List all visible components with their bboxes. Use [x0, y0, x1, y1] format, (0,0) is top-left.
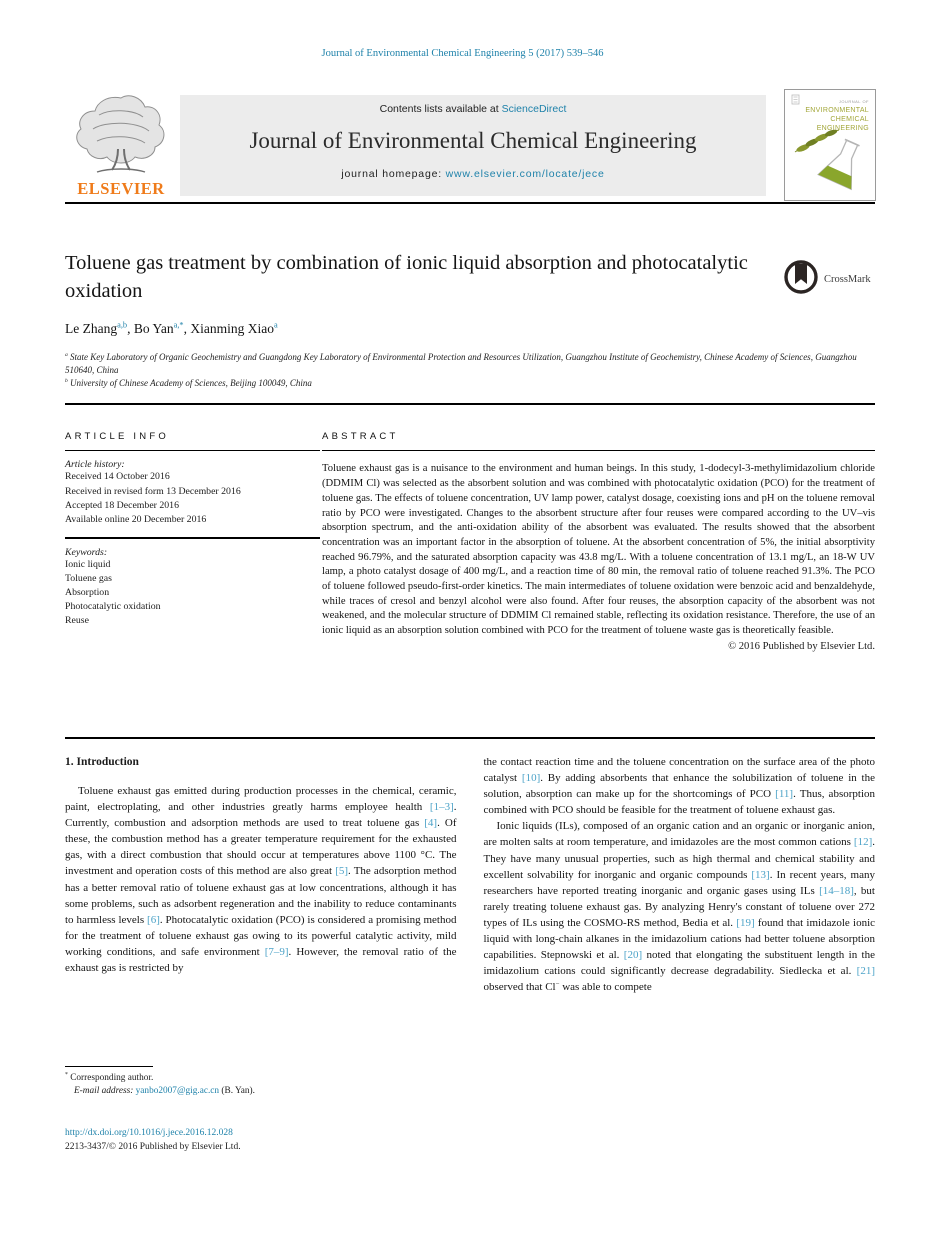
text-link[interactable]: a,*: [173, 320, 184, 330]
history-revised: Received in revised form 13 December 2016: [65, 485, 241, 497]
affiliations: [65, 351, 877, 390]
keyword-item: Reuse: [65, 615, 89, 627]
text-segment: , Bo Yan: [127, 321, 174, 336]
text-segment: noted that elongating the substituent length in the imidazolium cations could significantly decrease degradability. Siedlecka et al.: [483, 949, 875, 978]
keywords-rule: [65, 537, 320, 538]
text-segment: . By adding absorbents that enhance the solubilization of toluene in the solution, absorption can make up for the shortcomings of PCO: [483, 772, 875, 801]
text-segment: was able to compete: [559, 981, 652, 994]
text-segment: b: [65, 378, 68, 384]
text-segment: , but rarely treating toluene exhaust gas. By analyzing Henry's constant of toluene over 272 types of ILs using the COSMO-RS method, Bedia et al.: [483, 884, 875, 929]
intro-paragraph-1: [65, 783, 457, 976]
citation-link[interactable]: [4]: [424, 817, 438, 830]
citation-link[interactable]: [14–18]: [819, 884, 854, 897]
contents-line: [180, 103, 766, 115]
affiliation-a: [65, 351, 877, 377]
abstract-rule: [322, 450, 875, 451]
citation-link[interactable]: [11]: [775, 788, 794, 801]
text-segment: State Key Laboratory of Organic Geochemistry and Guangdong Key Laboratory of Environmental Protection and Resources Utilization, Guangzhou Institute of Geochemistry, Chinese Academy of Sciences, Guangzhou 510640, China: [65, 352, 857, 375]
svg-text:ENVIRONMENTAL: ENVIRONMENTAL: [805, 107, 869, 114]
body-top-rule: [65, 737, 875, 739]
svg-text:JOURNAL OF: JOURNAL OF: [838, 99, 869, 104]
svg-text:CHEMICAL: CHEMICAL: [830, 116, 869, 123]
article-info-column: [65, 431, 320, 629]
text-segment: (B. Yan).: [219, 1086, 255, 1096]
contents-line-text: Contents lists available at: [379, 103, 502, 115]
text-link[interactable]: yanbo2007@gig.ac.cn: [135, 1086, 220, 1096]
citation-link[interactable]: [7–9]: [264, 945, 289, 958]
abstract-heading: ABSTRACT: [322, 431, 399, 442]
abstract-copyright: © 2016 Published by Elsevier Ltd.: [728, 640, 875, 652]
text-segment: a: [65, 352, 68, 358]
citation-link[interactable]: [12]: [853, 836, 873, 849]
elsevier-tree-icon: [69, 163, 173, 180]
article-history-label: Article history:: [65, 459, 125, 471]
crossmark-icon: [783, 259, 819, 300]
citation-link[interactable]: [21]: [856, 965, 875, 978]
keywords-label: Keywords:: [65, 546, 108, 558]
email-line: [65, 1085, 457, 1098]
info-section-top-rule: [65, 403, 875, 405]
text-segment: found that imidazole ionic liquid with long-chain alkanes in the imidazolium cations had better toluene absorption capabilities. Stepnowski et al.: [483, 916, 876, 962]
history-received: Received 14 October 2016: [65, 471, 170, 483]
text-segment: the contact reaction time and the toluene concentration on the surface area of the photo catalyst: [483, 756, 875, 785]
citation-link[interactable]: [1–3]: [429, 801, 454, 814]
doi-block: [65, 1126, 241, 1154]
keyword-item: Ionic liquid: [65, 558, 111, 570]
citation-link[interactable]: [6]: [147, 913, 160, 926]
keyword-item: Toluene gas: [65, 572, 112, 584]
footnote-block: [65, 1066, 457, 1098]
sciencedirect-link[interactable]: ScienceDirect: [501, 103, 567, 115]
citation-link[interactable]: [5]: [335, 865, 349, 878]
journal-title: Journal of Environmental Chemical Engineering: [249, 128, 697, 153]
intro-paragraph-1-continued: [484, 754, 876, 818]
doi-link[interactable]: http://dx.doi.org/10.1016/j.jece.2016.12.028: [65, 1128, 233, 1138]
text-segment: . They have many unusual properties, such as high thermal and chemical stability and excellent solvability for inorganic and organic compounds: [483, 836, 875, 881]
footnote-rule: [65, 1066, 153, 1067]
svg-text:ENGINEERING: ENGINEERING: [816, 125, 869, 132]
citation-link[interactable]: [19]: [736, 916, 755, 929]
paper-title: Toluene gas treatment by combination of ionic liquid absorption and photocatalytic oxidation: [65, 252, 748, 302]
affiliation-b: [65, 377, 877, 390]
article-info-rule: [65, 450, 320, 451]
body-column-right: [484, 754, 876, 995]
citation-link[interactable]: [20]: [623, 949, 643, 962]
masthead-band: [180, 95, 766, 196]
text-segment: University of Chinese Academy of Sciences, Beijing 100049, China: [67, 378, 312, 388]
text-segment: . Of these, the combustion method has a greater temperature requirement for the exhausted gas, with a direct combustion that should occur at temperatures above 1100 °C. The investment and operation costs of this method are also great: [65, 817, 457, 878]
text-link[interactable]: a: [273, 320, 278, 330]
header-divider: [65, 202, 875, 204]
keyword-item: Absorption: [65, 587, 110, 598]
history-available: Available online 20 December 2016: [65, 514, 207, 525]
text-link[interactable]: a,b: [117, 320, 128, 330]
text-segment: −: [555, 980, 560, 988]
keyword-item: Photocatalytic oxidation: [65, 601, 161, 613]
elsevier-wordmark: ELSEVIER: [77, 179, 165, 198]
abstract-text: Toluene exhaust gas is a nuisance to the environment and human beings. In this study, 1-dodecyl-3-methylimidazolium chloride (DDMIM Cl) was selected as the absorbent solution and was combined with photocatalytic oxidation (PCO) for the treatment of toluene gas. The effects of toluene concentration, UV lamp power, catalyst dosage, coexisting ions and pH on the toluene removal ratio by PCO were investigated. Changes to the absorbent structure after four reuses were compared according to the UV–vis absorption spectrum, and the anti-oxidation ability of the absorbent was evaluated. The results showed that the absorbent concentration was an important factor in the absorption of toluene. At the absorbent concentration of 5%, the initial absorptivity reached 96.79%, and the saturated absorption capacity was 43.8 mg/L. With a toluene concentration of 13.1 mg/L, an 18-W UV lamp, a photo catalyst dosage of 400 mg/L, and a reaction time of 80 min, the removal ratio of toluene reached 91.3%. The PCO of toluene followed pseudo-first-order kinetics. The main intermediates of toluene oxidation were benzoic acid and benzaldehyde, while traces of cresol and benzyl alcohol were also found. After four reuses, the absorption capacity of the absorbent was not weakened, and the molecular structure of DDMIM Cl remained stable, reflecting its oxidation resistance. Therefore, the use of an ionic liquid as an absorption solution combined with PCO for the treatment of toluene waste gas is theoretically feasible.: [322, 463, 875, 637]
text-segment: E-mail address:: [74, 1086, 136, 1096]
crossmark-badge[interactable]: [783, 259, 883, 300]
issn-copyright-line: 2213-3437/© 2016 Published by Elsevier Ltd.: [65, 1142, 241, 1152]
text-segment: observed that Cl: [483, 981, 556, 994]
crossmark-label: CrossMark: [824, 274, 871, 285]
homepage-line: [180, 168, 766, 180]
text-segment: *: [65, 1071, 68, 1078]
homepage-url-link[interactable]: www.elsevier.com/locate/jece: [445, 168, 605, 180]
corresponding-author-note: [65, 1072, 457, 1085]
text-segment: Le Zhang: [65, 321, 118, 336]
text-segment: . In recent years, many researchers have reported treating inorganic and organic gases using ILs: [483, 868, 875, 897]
text-segment: . Thus, absorption combined with PCO should be feasible for the treatment of toluene exhaust gas.: [483, 788, 876, 817]
abstract-column: [322, 431, 875, 652]
journal-reference-header: Journal of Environmental Chemical Engineering 5 (2017) 539–546: [321, 48, 604, 59]
history-accepted: Accepted 18 December 2016: [65, 499, 179, 511]
article-info-heading: ARTICLE INFO: [65, 431, 170, 442]
body-columns: [65, 754, 875, 995]
text-segment: Ionic liquids (ILs), composed of an organic cation and an organic or inorganic anion, are molten salts at room temperature, and imidazoles are the most common cations: [483, 820, 875, 849]
intro-paragraph-2: [484, 818, 876, 995]
journal-cover-thumbnail[interactable]: [784, 89, 876, 201]
body-column-left: [65, 754, 457, 995]
homepage-line-text: journal homepage:: [341, 168, 446, 180]
author-line: [65, 321, 278, 337]
citation-link[interactable]: [13]: [751, 868, 770, 881]
elsevier-logo: [66, 92, 176, 202]
text-segment: . The adsorption method has a better removal ratio of toluene exhaust gas at low concentrations, although it has some problems, such as adsorbent regeneration and the inability to reduce contaminants to harmless levels: [65, 865, 457, 926]
text-segment: . However, the removal ratio of the exhaust gas is restricted by: [65, 945, 457, 975]
text-segment: , Xianming Xiao: [183, 321, 274, 336]
citation-link[interactable]: [10]: [521, 772, 541, 785]
section-heading-introduction: 1. Introduction: [65, 756, 139, 768]
text-segment: Corresponding author.: [67, 1073, 154, 1083]
text-segment: Toluene exhaust gas emitted during production processes in the chemical, ceramic, paint, electroplating, and other industries greatly harms employee health: [65, 785, 457, 814]
text-segment: . Currently, combustion and adsorption methods are used to treat toluene gas: [65, 801, 457, 830]
text-segment: . Photocatalytic oxidation (PCO) is considered a promising method for the treatment of toluene exhaust gas owing to its powerful catalytic activity, mild working conditions, and safe environment: [65, 913, 457, 958]
